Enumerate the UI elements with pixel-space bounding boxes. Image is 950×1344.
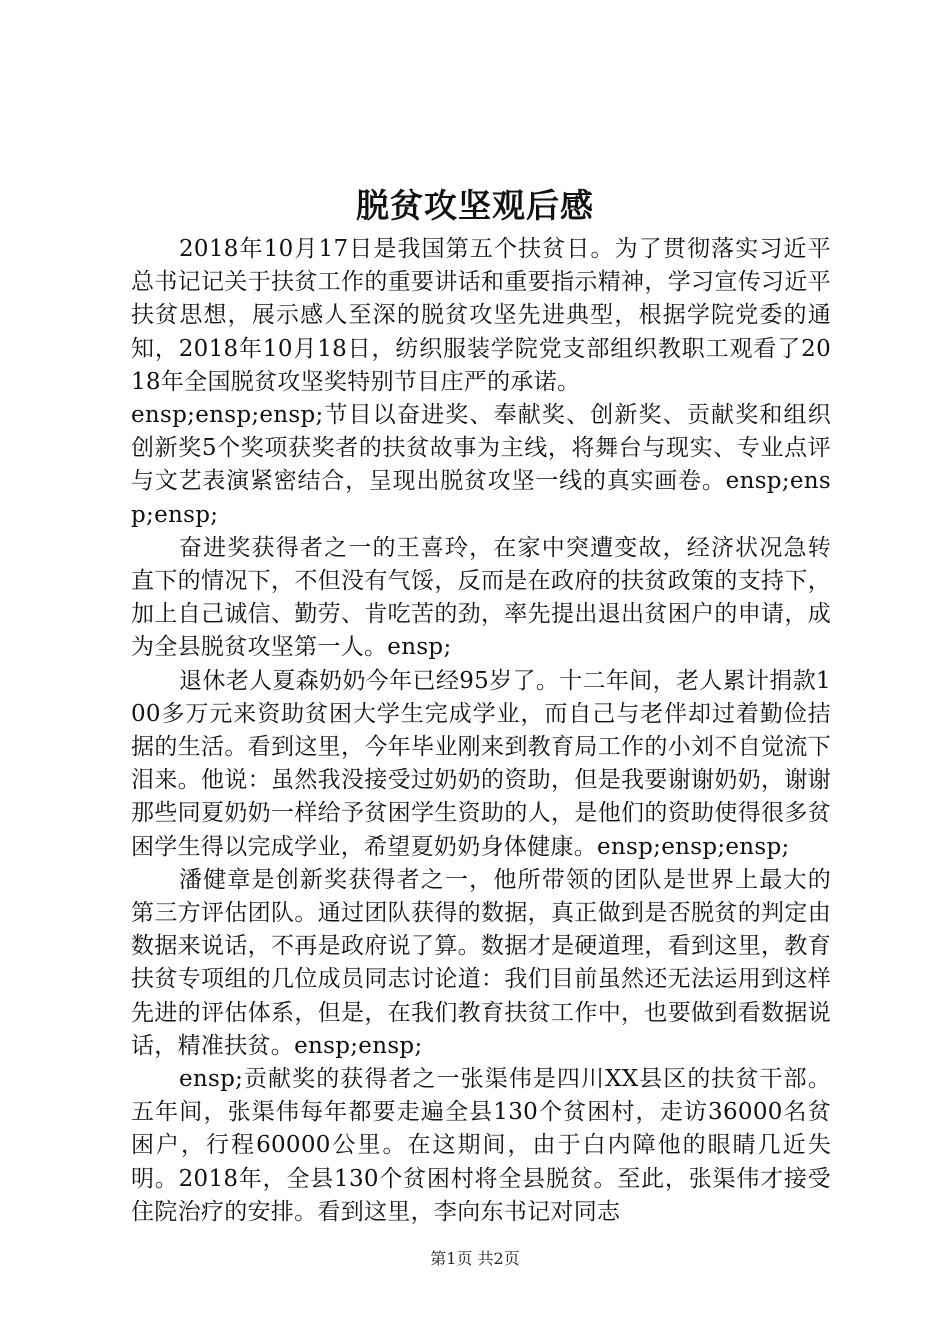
document-title: 脱贫攻坚观后感 [356, 186, 594, 225]
paragraph-3: 奋进奖获得者之一的王喜玲，在家中突遭变故，经济状况急转直下的情况下，不但没有气馁，反而是在政府的扶贫政策的支持下，加上自己诚信、勤劳、肯吃苦的劲，率先提出退出贫困户的申请，成为全县脱贫攻坚第一人。ensp; [131, 534, 831, 661]
paragraph-2: ensp;ensp;ensp;节目以奋进奖、奉献奖、创新奖、贡献奖和组织创新奖5个奖项获奖者的扶贫故事为主线，将舞台与现实、专业点评与文艺表演紧密结合，呈现出脱贫攻坚一线的真实画卷。ensp;ensp;ensp; [131, 402, 831, 528]
paragraph-6: ensp;贡献奖的获得者之一张渠伟是四川XX县区的扶贫干部。五年间，张渠伟每年都要走遍全县130个贫困村，走访36000名贫困户，行程60000公里。在这期间，由于白内障他的眼睛几近失明。2018年，全县130个贫困村将全县脱贫。至此，张渠伟才接受住院治疗的安排。看到这里，李向东书记对同志 [131, 1066, 831, 1225]
document-body [131, 233, 831, 1229]
paragraph-1: 2018年10月17日是我国第五个扶贫日。为了贯彻落实习近平总书记记关于扶贫工作的重要讲话和重要指示精神，学习宣传习近平扶贫思想，展示感人至深的脱贫攻坚先进典型，根据学院党委的通知，2018年10月18日，纺织服装学院党支部组织教职工观看了2018年全国脱贫攻坚奖特别节目庄严的承诺。 [131, 236, 831, 395]
paragraph-5: 潘健章是创新奖获得者之一，他所带领的团队是世界上最大的第三方评估团队。通过团队获得的数据，真正做到是否脱贫的判定由数据来说话，不再是政府说了算。数据才是硬道理，看到这里，教育扶贫专项组的几位成员同志讨论道：我们目前虽然还无法运用到这样先进的评估体系，但是，在我们教育扶贫工作中，也要做到看数据说话，精准扶贫。ensp;ensp; [131, 866, 831, 1059]
page-footer: 第1页 共2页 [430, 1249, 520, 1268]
paragraph-4: 退休老人夏森奶奶今年已经95岁了。十二年间，老人累计捐款100多万元来资助贫困大学生完成学业，而自己与老伴却过着勤俭拮据的生活。看到这里，今年毕业刚来到教育局工作的小刘不自觉流下泪来。他说：虽然我没接受过奶奶的资助，但是我要谢谢奶奶，谢谢那些同夏奶奶一样给予贫困学生资助的人，是他们的资助使得很多贫困学生得以完成学业，希望夏奶奶身体健康。ensp;ensp;ensp; [131, 667, 831, 860]
